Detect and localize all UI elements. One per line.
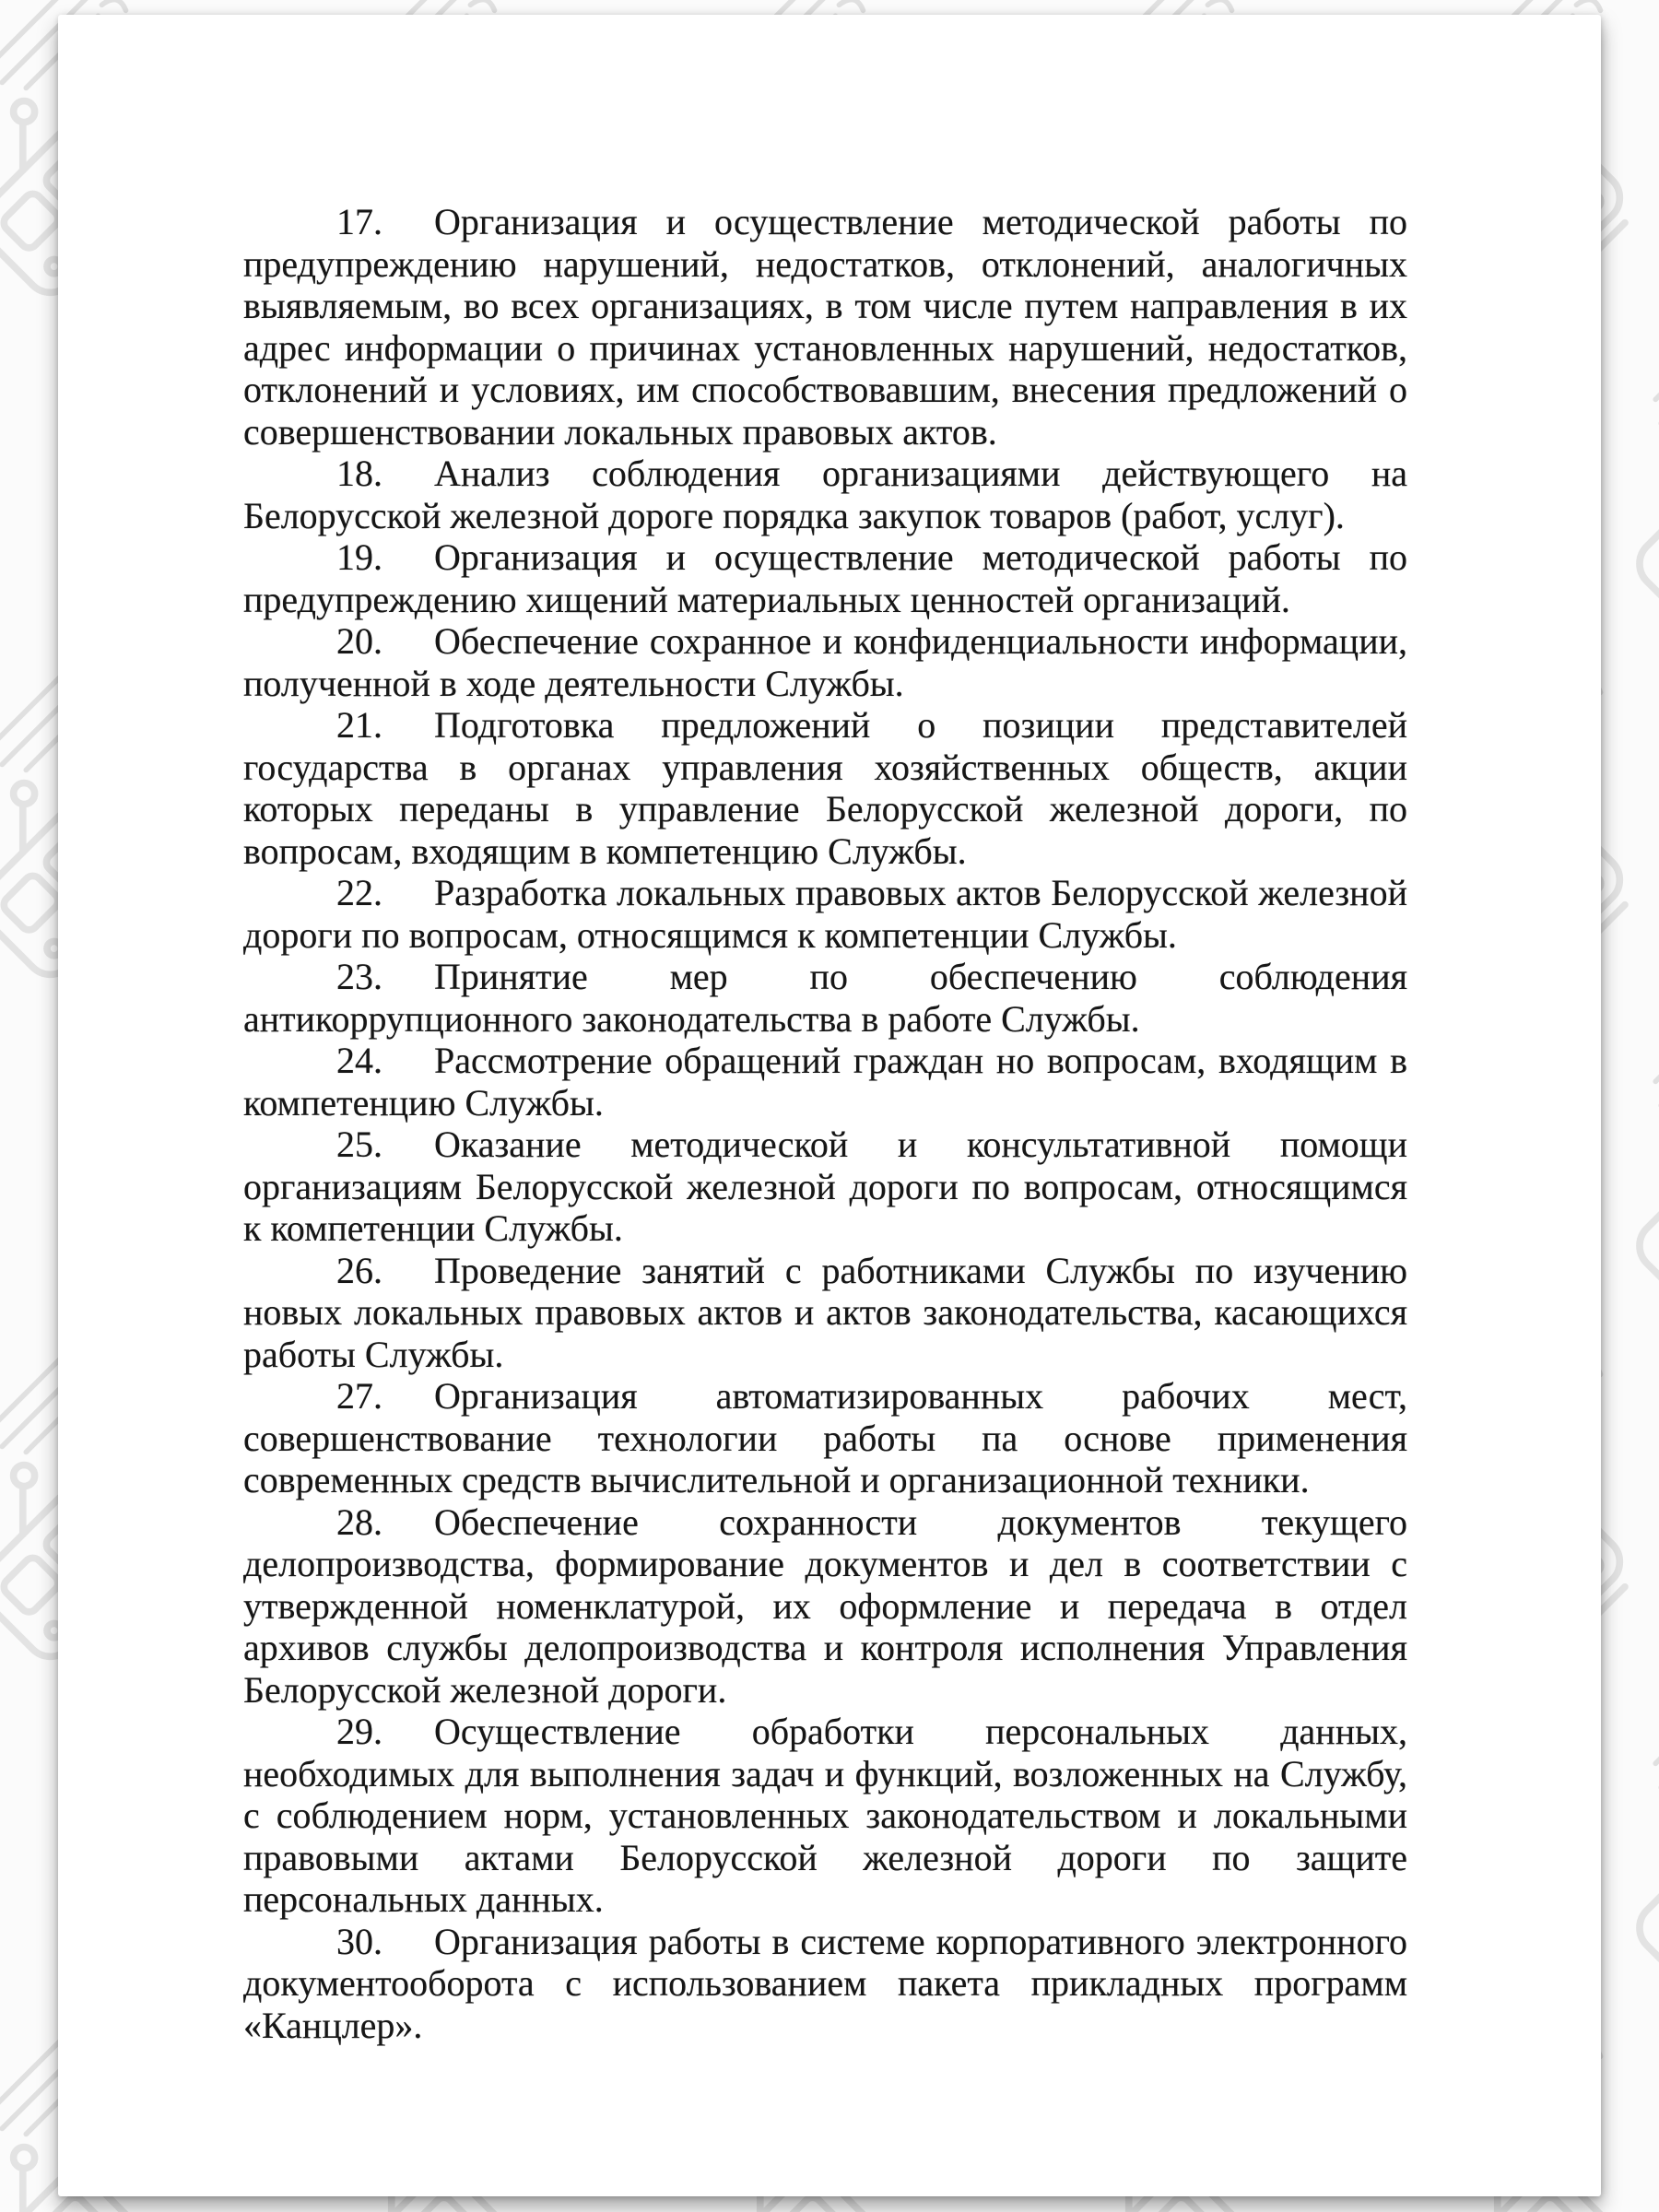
paragraph-text: Обеспечение сохранное и конфиденциальности информации, полученной в ходе деятельности Службы. <box>243 620 1407 704</box>
paragraph-19 <box>243 536 1407 620</box>
paragraph-text: Разработка локальных правовых актов Белорусской железной дороги по вопросам, относящимся к компетенции Службы. <box>243 872 1407 956</box>
paragraph-text: Организация автоматизированных рабочих мест, совершенствование технологии работы па основе применения современных средств вычислительной и организационной техники. <box>243 1375 1407 1500</box>
paragraph-27 <box>243 1375 1407 1501</box>
paragraph-number: 19. <box>336 536 382 578</box>
paragraph-25 <box>243 1124 1407 1250</box>
paragraph-number: 22. <box>336 872 382 913</box>
paragraph-number: 29. <box>336 1711 382 1752</box>
paragraph-number: 26. <box>336 1249 382 1291</box>
paragraph-number: 27. <box>336 1375 382 1417</box>
paragraph-number: 25. <box>336 1124 382 1165</box>
paragraph-text: Подготовка предложений о позиции представителей государства в органах управления хозяйственных обществ, акции которых переданы в управление Белорусской железной дороги, по вопросам, входящим в компетенцию Службы. <box>243 704 1407 872</box>
paragraph-30 <box>243 1921 1407 2047</box>
paragraph-text: Оказание методической и консультативной помощи организациям Белорусской железной дороги по вопросам, относящимся к компетенции Службы. <box>243 1124 1407 1249</box>
paragraph-28 <box>243 1501 1407 1712</box>
document-text <box>243 201 1407 2046</box>
paragraph-text: Проведение занятий с работниками Службы по изучению новых локальных правовых актов и актов законодательства, касающихся работы Службы. <box>243 1249 1407 1375</box>
paragraph-18 <box>243 453 1407 536</box>
paragraph-text: Организация и осуществление методической работы по предупреждению нарушений, недостатков, отклонений, аналогичных выявляемым, во всех организациях, в том числе путем направления в их адрес информации о причинах установленных нарушений, недостатков, отклонений и условиях, им способствовавшим, внесения предложений о совершенствовании локальных правовых актов. <box>243 201 1407 453</box>
paragraph-number: 17. <box>336 201 382 242</box>
paragraph-text: Организация работы в системе корпоративного электронного документооборота с использованием пакета прикладных программ «Канцлер». <box>243 1920 1407 2046</box>
paragraph-22 <box>243 872 1407 956</box>
paragraph-number: 20. <box>336 620 382 662</box>
paragraph-text: Принятие мер по обеспечению соблюдения антикоррупционного законодательства в работе Службы. <box>243 956 1407 1040</box>
paragraph-text: Осуществление обработки персональных данных, необходимых для выполнения задач и функций, возложенных на Службу, с соблюдением норм, установленных законодательством и локальными правовыми актами Белорусской железной дороги по защите персональных данных. <box>243 1711 1407 1920</box>
paragraph-number: 21. <box>336 704 382 746</box>
paragraph-number: 28. <box>336 1500 382 1543</box>
paragraph-26 <box>243 1250 1407 1376</box>
paragraph-number: 30. <box>336 1920 382 1962</box>
paragraph-21 <box>243 704 1407 872</box>
paragraph-text: Анализ соблюдения организациями действующего на Белорусской железной дороге порядка закупок товаров (работ, услуг). <box>243 453 1407 536</box>
paragraph-17 <box>243 201 1407 453</box>
paragraph-number: 18. <box>336 453 382 494</box>
paragraph-23 <box>243 956 1407 1040</box>
document-page <box>58 15 1601 2196</box>
paragraph-text: Рассмотрение обращений граждан но вопросам, входящим в компетенцию Службы. <box>243 1040 1407 1124</box>
paragraph-24 <box>243 1040 1407 1124</box>
paragraph-text: Обеспечение сохранности документов текущего делопроизводства, формирование документов и дел в соответствии с утвержденной номенклатурой, их оформление и передача в отдел архивов службы делопроизводства и контроля исполнения Управления Белорусской железной дороги. <box>243 1500 1407 1711</box>
paragraph-number: 23. <box>336 956 382 997</box>
paragraph-text: Организация и осуществление методической работы по предупреждению хищений материальных ценностей организаций. <box>243 536 1407 620</box>
paragraph-29 <box>243 1711 1407 1921</box>
paragraph-20 <box>243 620 1407 704</box>
paragraph-number: 24. <box>336 1040 382 1081</box>
